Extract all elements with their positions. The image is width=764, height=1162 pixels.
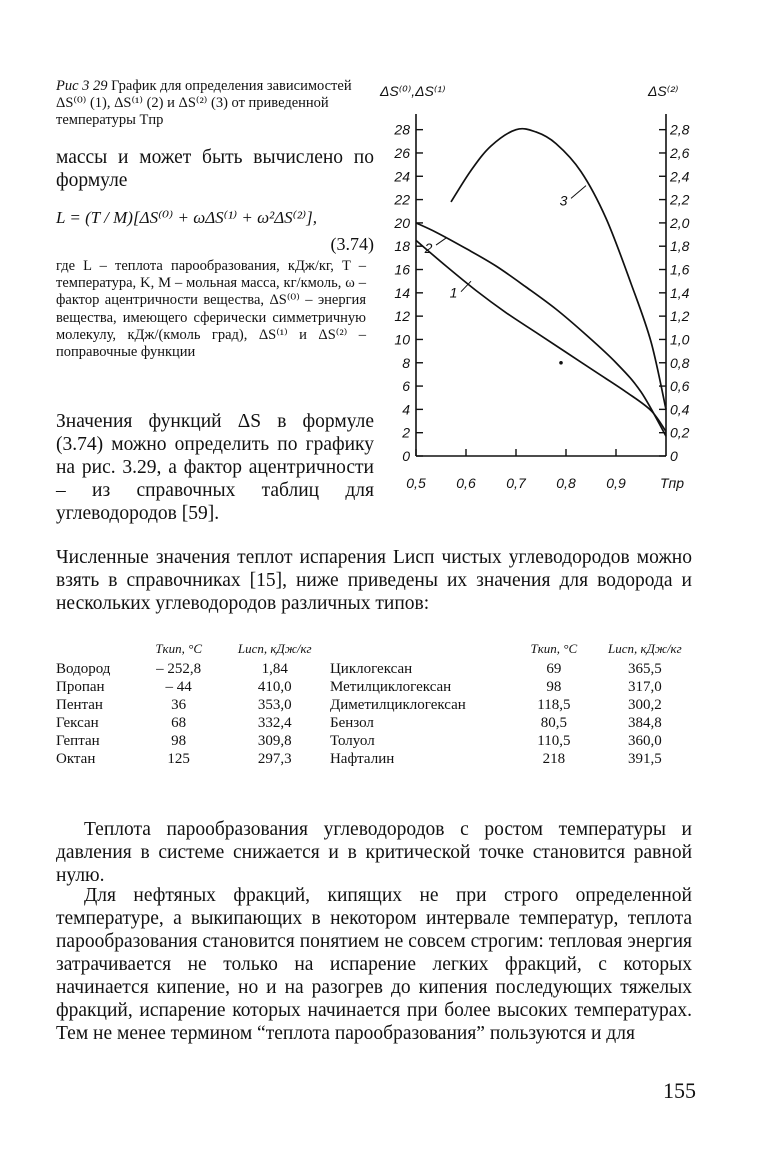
y-right-tick-label: 2,6 bbox=[670, 144, 690, 161]
boiling-temp: 68 bbox=[171, 714, 187, 731]
table-row bbox=[56, 732, 696, 750]
boiling-temp: 80,5 bbox=[540, 714, 567, 731]
substance-name: Пропан bbox=[56, 678, 105, 695]
marker-dot bbox=[559, 361, 563, 365]
heat-value: 365,5 bbox=[627, 660, 662, 677]
series-line-3 bbox=[451, 129, 666, 410]
figure-caption-text: График для определения зависимостей ΔS⁽⁰⁾ (1), ΔS⁽¹⁾ (2) и ΔS⁽²⁾ (3) от приведенной температуры Tпр bbox=[56, 78, 352, 128]
y-left-tick-label: 28 bbox=[394, 121, 410, 138]
substance-name: Водород bbox=[56, 660, 111, 677]
y-left-tick-label: 20 bbox=[394, 214, 410, 231]
chart-svg bbox=[376, 60, 706, 508]
series-line-1 bbox=[416, 240, 666, 431]
x-tick-label: 0,6 bbox=[456, 475, 476, 491]
intro-text: массы и может быть вычислено по формуле bbox=[56, 147, 374, 191]
substance-name: Диметилциклогексан bbox=[329, 696, 466, 713]
table-row bbox=[56, 696, 696, 714]
heat-value: 317,0 bbox=[627, 678, 662, 695]
boiling-temp: – 252,8 bbox=[156, 660, 202, 677]
y-left-tick-label: 6 bbox=[402, 378, 410, 395]
header-lisp-left: Lисп, кДж/кг bbox=[237, 641, 312, 656]
boiling-temp: 98 bbox=[546, 678, 562, 695]
boiling-temp: 218 bbox=[542, 750, 566, 767]
y-right-tick-label: 0,4 bbox=[670, 401, 690, 418]
substance-name: Метилциклогексан bbox=[329, 678, 452, 695]
table-header-row bbox=[56, 638, 696, 660]
figure-caption bbox=[56, 78, 376, 129]
y-left-tick-label: 4 bbox=[402, 401, 410, 418]
boiling-temp: 69 bbox=[546, 660, 562, 677]
header-tkip-left: Tкип, °C bbox=[155, 641, 203, 656]
y-right-tick-label: 1,6 bbox=[670, 261, 690, 278]
table-row bbox=[56, 714, 696, 732]
boiling-temp: 110,5 bbox=[537, 732, 571, 749]
page-number: 155 bbox=[663, 1078, 696, 1103]
left-axis-label: ΔS⁽⁰⁾,ΔS⁽¹⁾ bbox=[380, 83, 446, 99]
heat-value: 1,84 bbox=[261, 660, 288, 677]
heat-value: 360,0 bbox=[627, 732, 662, 749]
series-line-2 bbox=[416, 223, 666, 436]
substance-name: Бензол bbox=[329, 714, 374, 731]
header-lisp-right: Lисп, кДж/кг bbox=[608, 641, 682, 656]
y-left-tick-label: 12 bbox=[394, 308, 410, 325]
boiling-temp: – 44 bbox=[165, 678, 192, 695]
series-label-3: 3 bbox=[559, 192, 568, 209]
table-body bbox=[56, 660, 696, 768]
series-label-2: 2 bbox=[424, 240, 433, 257]
table-row bbox=[56, 660, 696, 678]
boiling-temp: 118,5 bbox=[537, 696, 571, 713]
formula-number: (3.74) bbox=[330, 234, 374, 254]
y-right-tick-label: 0,6 bbox=[670, 378, 690, 395]
y-right-tick-label: 0,8 bbox=[670, 354, 690, 371]
y-right-tick-label: 1,4 bbox=[670, 284, 690, 301]
x-tick-label: 0,7 bbox=[506, 475, 526, 491]
boiling-temp: 125 bbox=[167, 750, 190, 767]
substance-name: Толуол bbox=[329, 732, 375, 749]
heat-value: 332,4 bbox=[257, 714, 292, 731]
substance-name: Гептан bbox=[56, 732, 100, 749]
y-left-tick-label: 0 bbox=[402, 448, 410, 464]
substance-name: Гексан bbox=[56, 714, 99, 731]
formula: L = (T / M)[ΔS⁽⁰⁾ + ωΔS⁽¹⁾ + ω²ΔS⁽²⁾], bbox=[56, 208, 317, 227]
y-left-tick-label: 26 bbox=[394, 144, 410, 161]
series-label-leader-3 bbox=[571, 186, 586, 199]
y-right-tick-label: 1,8 bbox=[670, 238, 690, 255]
heat-value: 297,3 bbox=[257, 750, 292, 767]
y-left-tick-label: 2 bbox=[402, 424, 410, 441]
figure-label: Рис 3 29 bbox=[56, 78, 108, 94]
y-left-tick-label: 24 bbox=[394, 168, 410, 185]
y-right-tick-label: 2,4 bbox=[670, 168, 690, 185]
heat-paragraph: Теплота парообразования углеводородов с ростом температуры и давления в системе снижается и в критической точке становится равной нулю. bbox=[56, 819, 692, 886]
chart bbox=[376, 60, 706, 508]
x-tick-label: 0,5 bbox=[406, 475, 426, 491]
header-tkip-right: Tкип, °C bbox=[530, 641, 578, 656]
heat-value: 300,2 bbox=[627, 696, 662, 713]
heat-value: 353,0 bbox=[257, 696, 292, 713]
y-left-tick-label: 22 bbox=[394, 191, 410, 208]
y-left-tick-label: 8 bbox=[402, 354, 410, 371]
heat-table bbox=[56, 638, 696, 768]
x-tick-label: 0,9 bbox=[606, 475, 626, 491]
y-left-tick-label: 10 bbox=[394, 331, 410, 348]
numeric-paragraph: Численные значения теплот испарения Lисп чистых углеводородов можно взять в справочниках [15], ниже приведены их значения для водорода и нескольких углеводородов различных типов: bbox=[56, 547, 692, 614]
y-right-tick-label: 1,0 bbox=[670, 331, 690, 348]
y-left-tick-label: 14 bbox=[394, 284, 410, 301]
right-axis-label: ΔS⁽²⁾ bbox=[648, 83, 679, 99]
y-right-tick-label: 2,8 bbox=[670, 121, 690, 138]
y-right-tick-label: 2,0 bbox=[670, 214, 690, 231]
y-left-tick-label: 18 bbox=[394, 238, 410, 255]
substance-name: Пентан bbox=[56, 696, 103, 713]
boiling-temp: 98 bbox=[171, 732, 187, 749]
definitions-text: где L – теплота парообразования, кДж/кг, T – температура, K, M – мольная масса, кг/кмоль, ω – фактор ацентричности вещества, ΔS⁽⁰⁾ – энергия вещества, имеющего сферически симметричную молекулу, кДж/(кмоль град), ΔS⁽¹⁾ и ΔS⁽²⁾ – поправочные функции bbox=[56, 258, 366, 361]
values-paragraph: Значения функций ΔS в формуле (3.74) можно определить по графику на рис. 3.29, а фактор ацентричности – из справочных таблиц для углеводородов [59]. bbox=[56, 411, 374, 524]
y-left-tick-label: 16 bbox=[394, 261, 410, 278]
header-empty-right bbox=[330, 638, 514, 660]
boiling-temp: 36 bbox=[171, 696, 187, 713]
header-empty-left bbox=[56, 638, 138, 660]
substance-name: Нафталин bbox=[329, 750, 395, 767]
substance-name: Октан bbox=[56, 750, 96, 767]
table-row bbox=[56, 678, 696, 696]
heat-value: 309,8 bbox=[257, 732, 292, 749]
x-tick-label: 0,8 bbox=[556, 475, 576, 491]
y-right-tick-label: 2,2 bbox=[670, 191, 690, 208]
y-right-tick-label: 1,2 bbox=[670, 308, 690, 325]
substance-name: Циклогексан bbox=[329, 660, 413, 677]
x-axis-label: Tпр bbox=[660, 475, 685, 491]
series-label-leader-2 bbox=[436, 238, 446, 245]
heat-value: 391,5 bbox=[627, 750, 662, 767]
oil-paragraph: Для нефтяных фракций, кипящих не при строго определенной температуре, а выкипающих в некотором интервале температур, теплота парообразования становится понятием не совсем строгим: тепловая энергия затрачивается не только на испарение легких фракций, с которых начинается кипение, но и на разогрев до кипения последующих тяжелых фракций, испарение которых начинается при более высоких температурах. Тем не менее термином “теплота парообразования” пользуются и для bbox=[56, 885, 692, 1044]
heat-value: 410,0 bbox=[257, 678, 292, 695]
y-right-tick-label: 0,2 bbox=[670, 424, 690, 441]
y-right-tick-label: 0 bbox=[670, 448, 678, 464]
table-row bbox=[56, 750, 696, 768]
series-label-1: 1 bbox=[449, 284, 458, 301]
heat-value: 384,8 bbox=[627, 714, 662, 731]
